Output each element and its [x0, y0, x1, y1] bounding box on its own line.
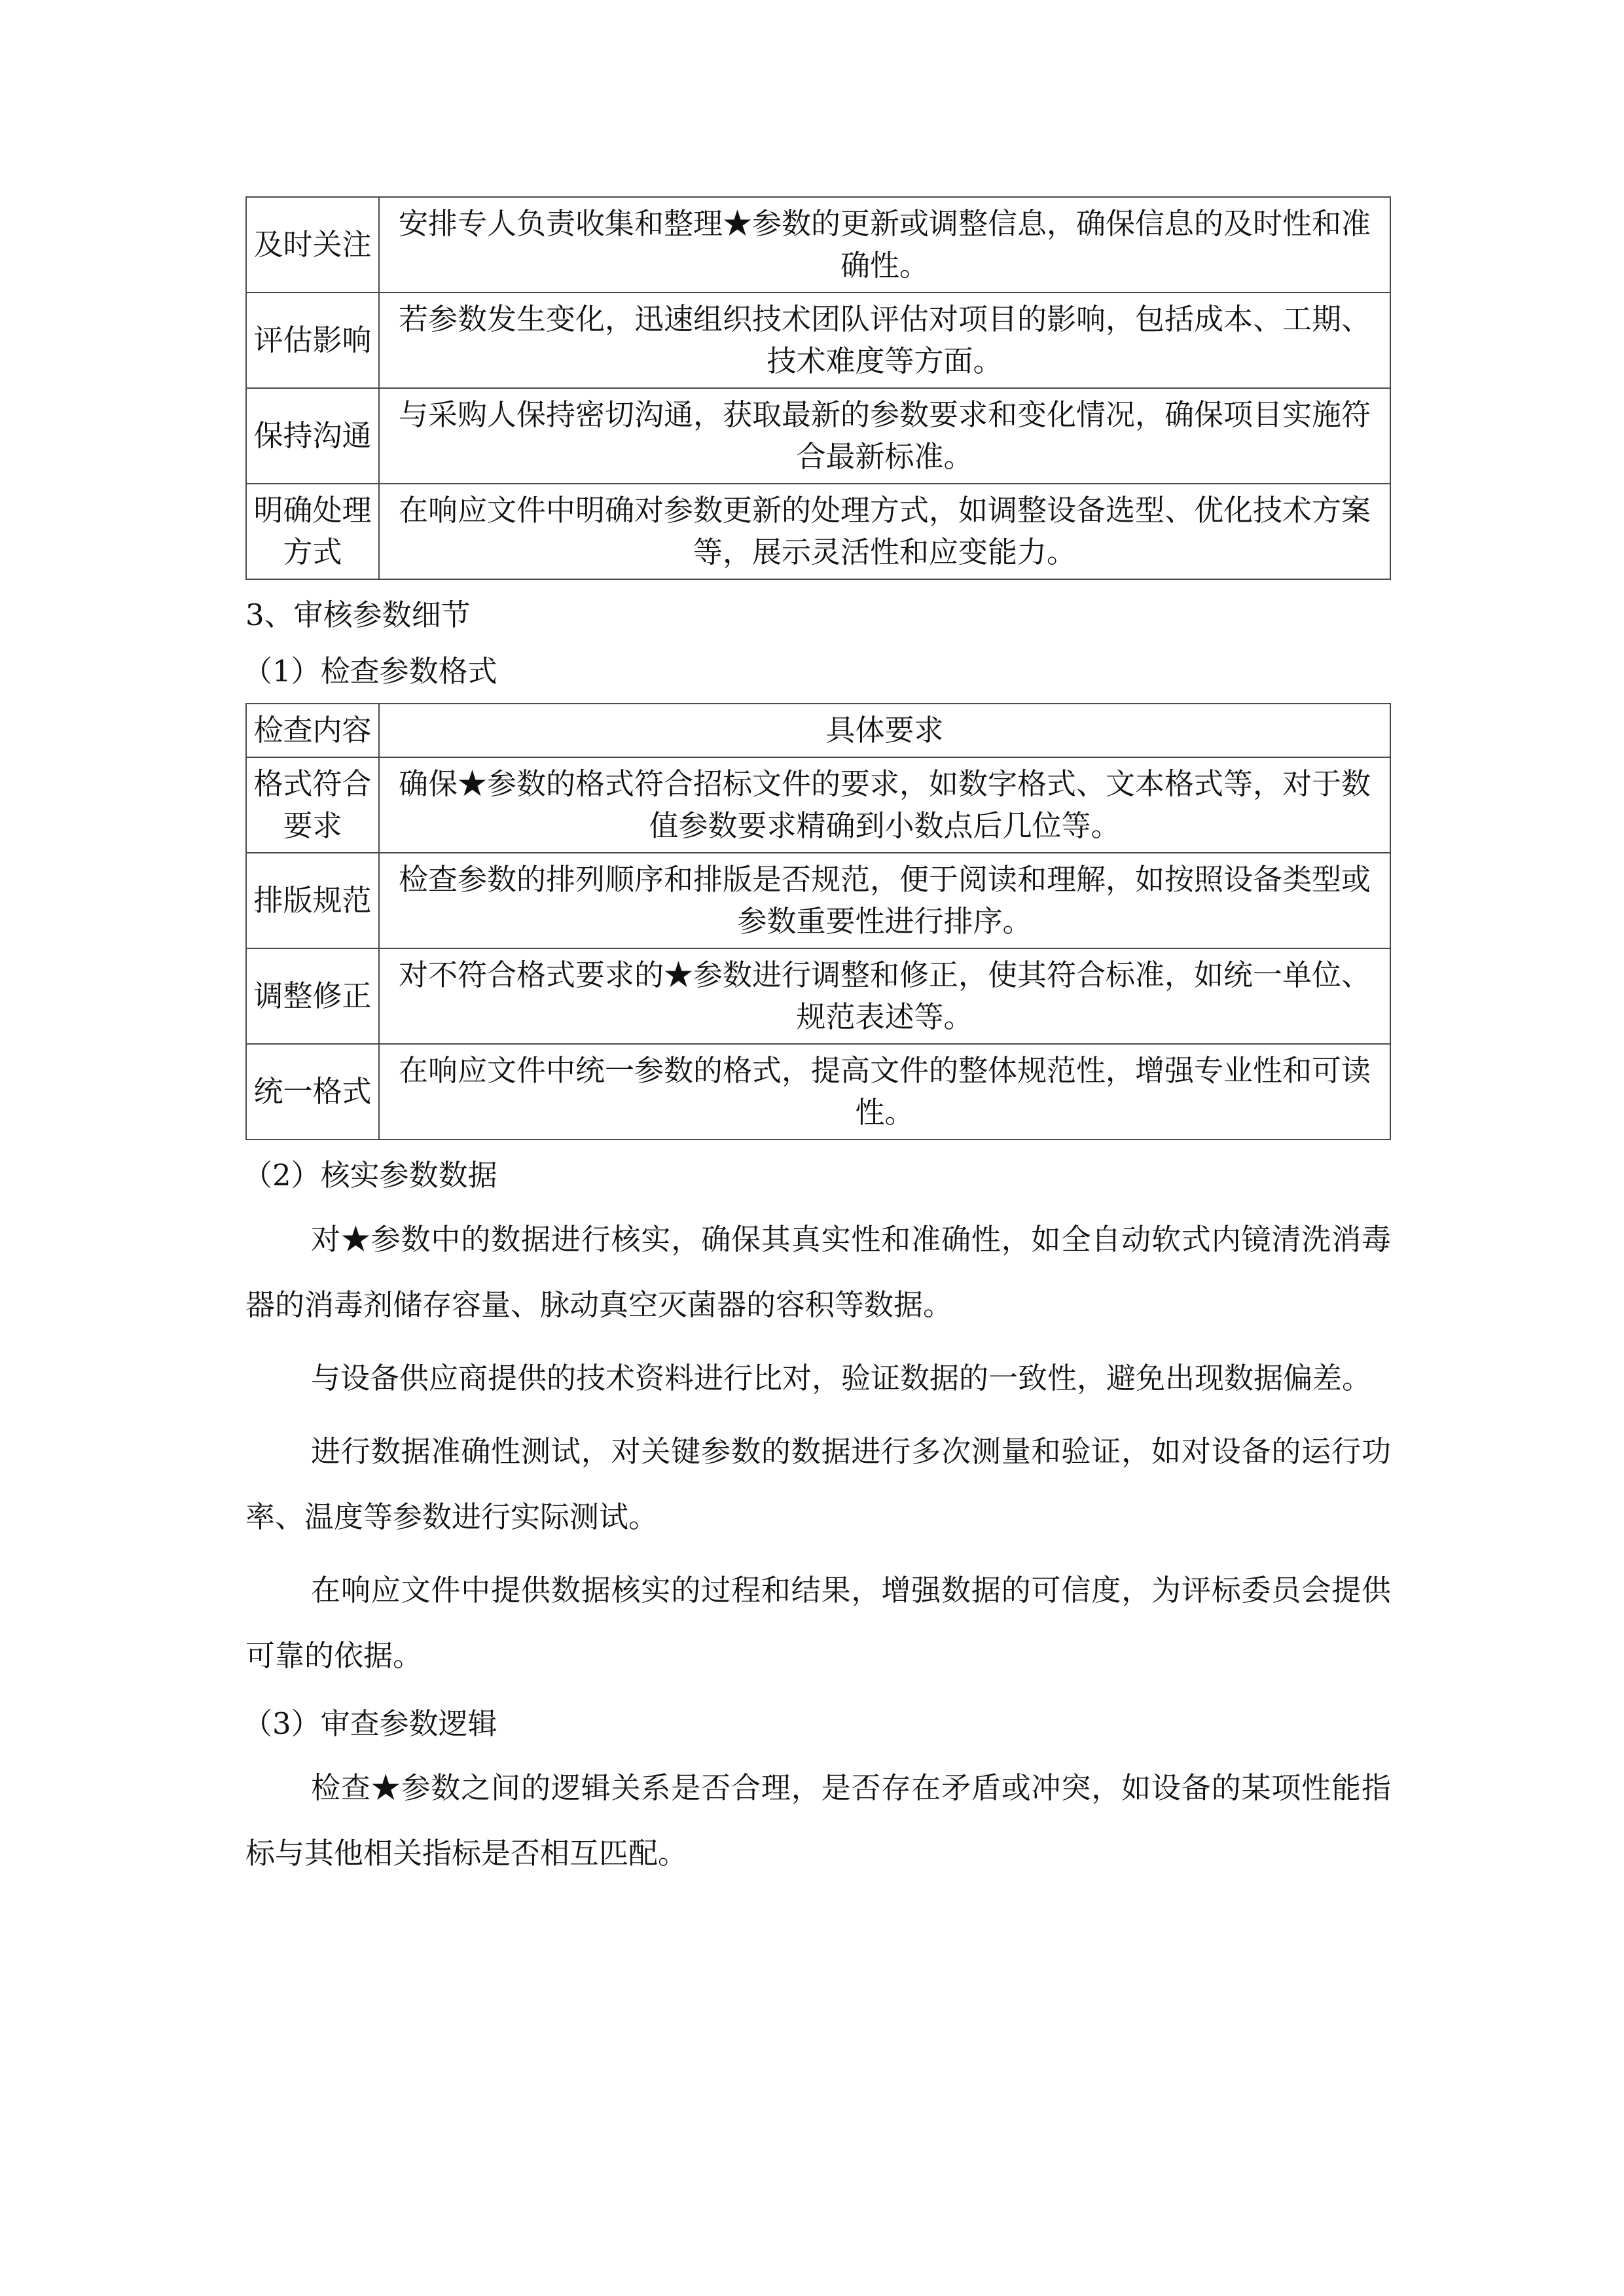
table-row	[246, 1044, 1390, 1139]
row-value: 检查参数的排列顺序和排版是否规范，便于阅读和理解，如按照设备类型或参数重要性进行排序。	[379, 853, 1390, 948]
body-paragraph: 与设备供应商提供的技术资料进行比对，验证数据的一致性，避免出现数据偏差。	[311, 1361, 1372, 1395]
table-header-row	[246, 704, 1390, 757]
table-row	[246, 484, 1390, 579]
row-value: 安排专人负责收集和整理★参数的更新或调整信息，确保信息的及时性和准确性。	[379, 197, 1390, 293]
row-label: 排版规范	[246, 853, 379, 948]
row-value: 在响应文件中统一参数的格式，提高文件的整体规范性，增强专业性和可读性。	[379, 1044, 1390, 1139]
subsection-heading-format: （1）检查参数格式	[243, 654, 497, 689]
row-label: 评估影响	[246, 293, 379, 388]
body-paragraph: 进行数据准确性测试，对关键参数的数据进行多次测量和验证，如对设备的运行功率、温度等参数进行实际测试。	[245, 1434, 1391, 1534]
row-label: 格式符合要求	[246, 757, 379, 853]
table-row	[246, 197, 1390, 293]
parameter-update-table	[245, 196, 1391, 580]
table-row	[246, 388, 1390, 484]
table-row	[246, 293, 1390, 388]
table-row	[246, 853, 1390, 948]
section-heading: 3、审核参数细节	[245, 598, 471, 632]
row-label: 调整修正	[246, 948, 379, 1044]
column-header-check-item: 检查内容	[246, 704, 379, 757]
row-value: 在响应文件中明确对参数更新的处理方式，如调整设备选型、优化技术方案等，展示灵活性和应变能力。	[379, 484, 1390, 579]
subsection-heading-logic: （3）审查参数逻辑	[243, 1706, 497, 1741]
body-paragraph: 对★参数中的数据进行核实，确保其真实性和准确性，如全自动软式内镜清洗消毒器的消毒剂储存容量、脉动真空灭菌器的容积等数据。	[245, 1222, 1391, 1322]
row-value: 与采购人保持密切沟通，获取最新的参数要求和变化情况，确保项目实施符合最新标准。	[379, 388, 1390, 484]
row-value: 确保★参数的格式符合招标文件的要求，如数字格式、文本格式等，对于数值参数要求精确到小数点后几位等。	[379, 757, 1390, 853]
subsection-heading-data: （2）核实参数数据	[243, 1158, 497, 1193]
row-label: 及时关注	[246, 197, 379, 293]
row-label: 明确处理方式	[246, 484, 379, 579]
table-row	[246, 948, 1390, 1044]
row-label: 统一格式	[246, 1044, 379, 1139]
format-check-table	[245, 703, 1391, 1140]
row-value: 若参数发生变化，迅速组织技术团队评估对项目的影响，包括成本、工期、技术难度等方面。	[379, 293, 1390, 388]
row-label: 保持沟通	[246, 388, 379, 484]
row-value: 对不符合格式要求的★参数进行调整和修正，使其符合标准，如统一单位、规范表述等。	[379, 948, 1390, 1044]
table-row	[246, 757, 1390, 853]
column-header-requirement: 具体要求	[379, 704, 1390, 757]
body-paragraph: 检查★参数之间的逻辑关系是否合理，是否存在矛盾或冲突，如设备的某项性能指标与其他相关指标是否相互匹配。	[245, 1770, 1391, 1871]
page-content	[245, 196, 1391, 1886]
body-paragraph: 在响应文件中提供数据核实的过程和结果，增强数据的可信度，为评标委员会提供可靠的依据。	[245, 1573, 1391, 1673]
